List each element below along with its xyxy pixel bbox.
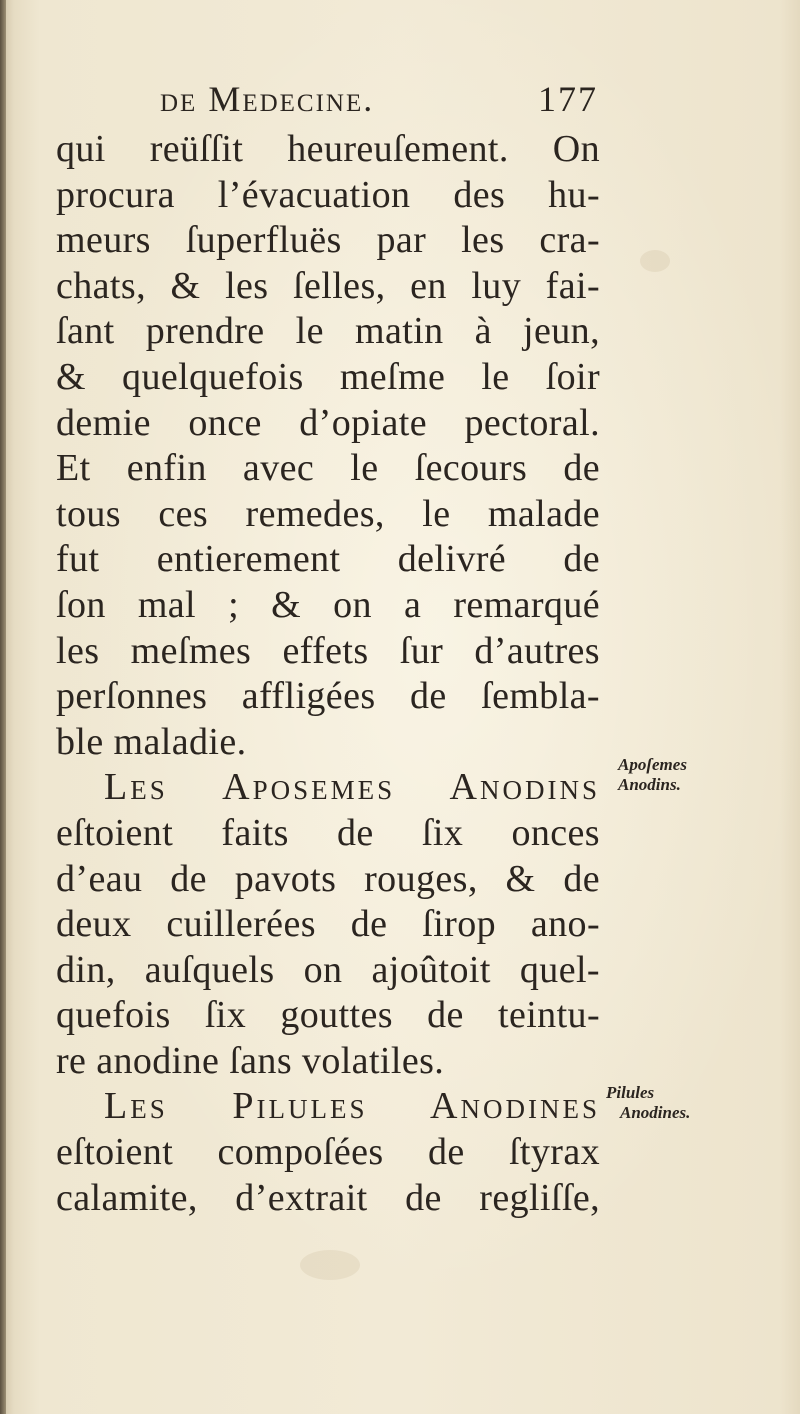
binding-edge	[0, 0, 6, 1414]
text-line: demie once d’opiate pectoral.	[56, 401, 600, 444]
text-line: din, auſquels on ajoûtoit quel-	[56, 948, 600, 991]
text-line: meurs ſuperfluës par les cra-	[56, 219, 600, 262]
text-line: ſant prendre le matin à jeun,	[56, 310, 600, 353]
margin-note-line: Apoſemes	[618, 755, 687, 774]
text-line: & quelquefois meſme le ſoir	[56, 355, 600, 398]
text-line: les meſmes effets ſur d’autres	[56, 629, 600, 672]
text-line: tous ces remedes, le malade	[56, 492, 600, 535]
margin-note-line: Pilules	[606, 1083, 655, 1102]
text-line: ble maladie.	[56, 720, 247, 763]
paper-stain	[640, 250, 670, 272]
text-line: perſonnes affligées de ſembla-	[56, 675, 600, 718]
text-line: re anodine ſans volatiles.	[56, 1039, 445, 1082]
text-line: procura l’évacuation des hu-	[56, 173, 600, 216]
text-line: d’eau de pavots rouges, & de	[56, 857, 600, 900]
text-line: eſtoient compoſées de ſtyrax	[56, 1131, 600, 1174]
page-number: 177	[538, 79, 598, 119]
paper-stain	[300, 1250, 360, 1280]
text-line: quefois ſix gouttes de teintu-	[56, 994, 600, 1037]
text-line: Et enfin avec le ſecours de	[56, 447, 600, 490]
margin-note-pilules	[606, 1083, 690, 1123]
text-line: calamite, d’extrait de regliſſe,	[56, 1176, 600, 1219]
section-heading-pilules: Les Pilules Anodines	[104, 1085, 600, 1128]
text-line: eſtoient faits de ſix onces	[56, 811, 600, 854]
margin-note-line: Anodins.	[618, 775, 681, 794]
section-heading-aposemes: Les Aposemes Anodins	[104, 766, 600, 809]
text-line: chats, & les ſelles, en luy fai-	[56, 264, 600, 307]
text-line: ſon mal ; & on a remarqué	[56, 583, 600, 626]
text-line: qui reüſſit heureuſement. On	[56, 128, 600, 170]
text-line: fut entierement delivré de	[56, 538, 600, 581]
running-head-title: de Medecine.	[160, 79, 375, 119]
running-head	[160, 78, 600, 128]
margin-note-aposemes	[618, 755, 687, 795]
margin-note-line: Anodines.	[620, 1103, 691, 1122]
body-text	[56, 127, 600, 1221]
text-line: deux cuillerées de ſirop ano-	[56, 903, 600, 946]
